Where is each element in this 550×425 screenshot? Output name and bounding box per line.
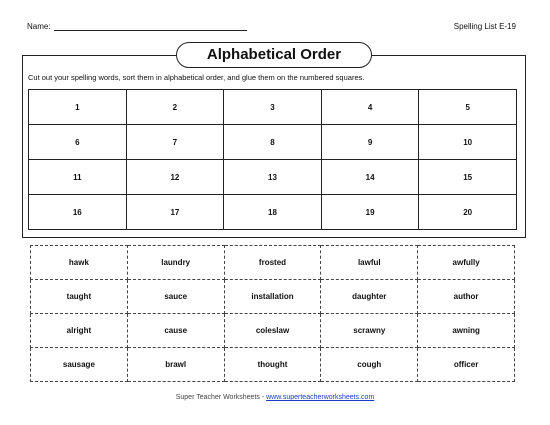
word-card: laundry: [127, 246, 224, 280]
footer-link[interactable]: www.superteacherworksheets.com: [266, 394, 375, 401]
word-card: frosted: [224, 246, 321, 280]
numbered-square: 14: [321, 160, 419, 195]
word-card: installation: [224, 280, 321, 314]
word-card: author: [418, 280, 515, 314]
word-card: coleslaw: [224, 314, 321, 348]
numbered-square: 20: [419, 195, 517, 230]
card-row: [31, 280, 515, 314]
numbered-square: 10: [419, 125, 517, 160]
card-row: [31, 348, 515, 382]
worksheet-title: Alphabetical Order: [176, 42, 372, 68]
word-card: awfully: [418, 246, 515, 280]
numbered-square: 1: [29, 90, 127, 125]
footer: [0, 394, 550, 401]
footer-text: Super Teacher Worksheets -: [175, 394, 267, 401]
numbered-square: 3: [224, 90, 322, 125]
numbered-square: 8: [224, 125, 322, 160]
word-card: daughter: [321, 280, 418, 314]
word-card: sausage: [31, 348, 128, 382]
grid-row: [29, 195, 517, 230]
card-row: [31, 246, 515, 280]
numbered-square: 7: [126, 125, 224, 160]
numbered-square: 15: [419, 160, 517, 195]
word-card: hawk: [31, 246, 128, 280]
name-field: [27, 22, 247, 31]
numbered-square: 2: [126, 90, 224, 125]
numbered-square: 6: [29, 125, 127, 160]
name-label: Name:: [27, 22, 51, 31]
instructions: Cut out your spelling words, sort them in alphabetical order, and glue them on the numbered squares.: [28, 73, 365, 82]
numbered-square: 4: [321, 90, 419, 125]
word-cards: [30, 245, 515, 382]
numbered-square: 12: [126, 160, 224, 195]
word-card: cause: [127, 314, 224, 348]
word-card: alright: [31, 314, 128, 348]
grid-row: [29, 125, 517, 160]
grid-row: [29, 90, 517, 125]
numbered-square: 19: [321, 195, 419, 230]
word-card: awning: [418, 314, 515, 348]
card-row: [31, 314, 515, 348]
numbered-square: 13: [224, 160, 322, 195]
word-card: lawful: [321, 246, 418, 280]
word-card: officer: [418, 348, 515, 382]
word-card: brawl: [127, 348, 224, 382]
numbered-square: 18: [224, 195, 322, 230]
spelling-list-label: Spelling List E-19: [453, 22, 516, 31]
numbered-square: 11: [29, 160, 127, 195]
word-card: sauce: [127, 280, 224, 314]
word-card: scrawny: [321, 314, 418, 348]
grid-row: [29, 160, 517, 195]
numbered-square: 9: [321, 125, 419, 160]
word-card: cough: [321, 348, 418, 382]
name-line: [54, 22, 247, 31]
numbered-square: 16: [29, 195, 127, 230]
numbered-square: 17: [126, 195, 224, 230]
numbered-square: 5: [419, 90, 517, 125]
word-card: thought: [224, 348, 321, 382]
numbered-grid: [28, 89, 517, 230]
word-card: taught: [31, 280, 128, 314]
